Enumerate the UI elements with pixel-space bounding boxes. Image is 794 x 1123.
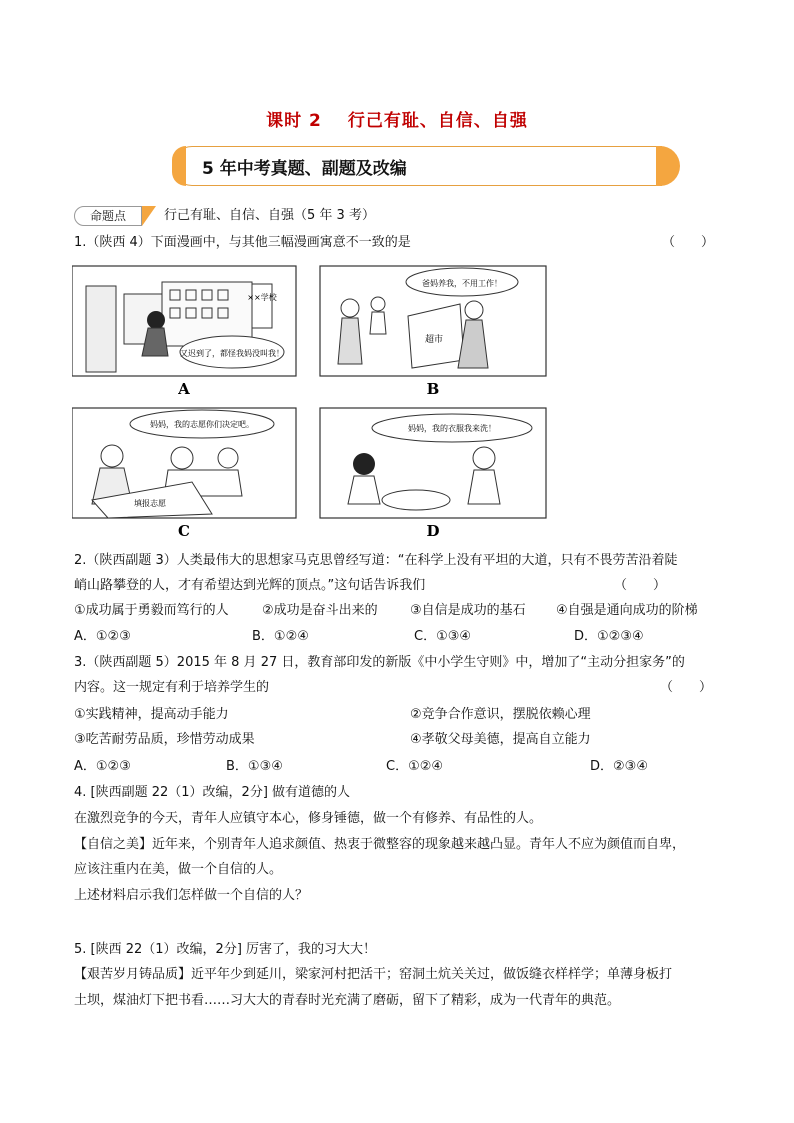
q2-option-d: D．①②③④ (574, 629, 644, 644)
q2-statement-4: ④自强是通向成功的阶梯 (556, 603, 698, 618)
q2-option-a: A．①②③ (74, 629, 131, 644)
q3-option-c: C．①②④ (386, 759, 444, 774)
q1-answer-paren: （ ） (662, 235, 715, 250)
panel-a-bubble: 又迟到了，都怪我妈没叫我！ (180, 349, 284, 358)
q5-stem: 5. [陕西 22（1）改编，2分] 厉害了，我的习大大！ (74, 942, 377, 957)
q2-answer-paren: （ ） (614, 578, 667, 593)
q2-option-b: B．①②④ (252, 629, 309, 644)
q5-material-line2: 土坝，煤油灯下把书看……习大大的青春时光充满了磨砺，留下了精彩，成为一代青年的典范。 (74, 993, 621, 1008)
panel-d-bubble: 妈妈，我的衣服我来洗！ (408, 424, 496, 433)
q3-option-a: A．①②③ (74, 759, 131, 774)
q3-option-d: D．②③④ (590, 759, 648, 774)
panel-b-label: B (426, 380, 440, 398)
comic-panel-a (72, 266, 296, 376)
panel-a-label: A (178, 380, 190, 398)
q4-stem: 4. [陕西副题 22（1）改编，2分] 做有道德的人 (74, 785, 351, 800)
comic-panel-c (72, 408, 296, 518)
knowledge-point-tag: 命题点 (74, 206, 142, 226)
panel-b-sign: 超市 (424, 335, 444, 345)
panel-b-bubble: 爸妈养我，不用工作！ (422, 279, 502, 288)
banner-right-cap (656, 146, 680, 186)
comic-panel-d (320, 408, 546, 518)
q3-answer-paren: （ ） (660, 680, 713, 695)
tag-wedge-icon (142, 206, 156, 226)
banner-title: 5 年中考真题、副题及改编 (202, 159, 407, 179)
lesson-topic: 行己有耻、自信、自强 (347, 111, 528, 131)
comic-grid (72, 264, 548, 540)
q2-statement-1: ①成功属于勇毅而笃行的人 (74, 603, 229, 618)
q5-material-line1: 【艰苦岁月铸品质】近平年少到延川，梁家河村把活干；窑洞土炕关关过，做饭缝衣样样学；单薄身板打 (74, 967, 673, 982)
banner-left-cap (172, 146, 186, 186)
q4-material-line2: 【自信之美】近年来，个别青年人追求颜值、热衷于微整容的现象越来越凸显。青年人不应为颜值而自卑， (74, 837, 686, 852)
q2-option-c: C．①③④ (414, 629, 472, 644)
q3-option-b: B．①③④ (226, 759, 283, 774)
q3-stem-line2: 内容。这一规定有利于培养学生的 (74, 680, 270, 695)
comic-panel-b (320, 266, 546, 376)
q1-stem: 1.（陕西 4）下面漫画中，与其他三幅漫画寓意不一致的是 (74, 235, 411, 250)
q4-material-line3: 应该注重内在美，做一个自信的人。 (74, 862, 283, 877)
q4-question: 上述材料启示我们怎样做一个自信的人？ (74, 888, 309, 903)
q2-statement-3: ③自信是成功的基石 (410, 603, 526, 618)
panel-a-sign: ××学校 (247, 293, 277, 302)
q2-statement-2: ②成功是奋斗出来的 (262, 603, 378, 618)
q3-statement-4: ④孝敬父母美德，提高自立能力 (410, 732, 591, 747)
panel-c-sign: 填报志愿 (134, 499, 166, 508)
q3-statement-2: ②竞争合作意识，摆脱依赖心理 (410, 707, 591, 722)
section-banner (172, 146, 680, 186)
q3-statement-3: ③吃苦耐劳品质，珍惜劳动成果 (74, 732, 255, 747)
panel-d-label: D (426, 522, 440, 540)
q3-statement-1: ①实践精神，提高动手能力 (74, 707, 229, 722)
lesson-number: 课时 2 (266, 111, 322, 131)
q2-stem-line2: 峭山路攀登的人，才有希望达到光辉的顶点。”这句话告诉我们 (74, 578, 426, 593)
q4-material-line1: 在激烈竞争的今天，青年人应镇守本心，修身锤德，做一个有修养、有品性的人。 (74, 811, 543, 826)
page-title (0, 106, 794, 131)
q3-stem-line1: 3.（陕西副题 5）2015 年 8 月 27 日，教育部印发的新版《中小学生守则》中，增加了“主动分担家务”的 (74, 655, 685, 670)
panel-c-bubble: 妈妈，我的志愿你们决定吧。 (150, 420, 254, 429)
q2-stem-line1: 2.（陕西副题 3）人类最伟大的思想家马克思曾经写道：“在科学上没有平坦的大道，只有不畏劳苦沿着陡 (74, 553, 678, 568)
knowledge-point-text: 行己有耻、自信、自强（5 年 3 考） (164, 208, 375, 223)
panel-c-label: C (178, 522, 190, 540)
